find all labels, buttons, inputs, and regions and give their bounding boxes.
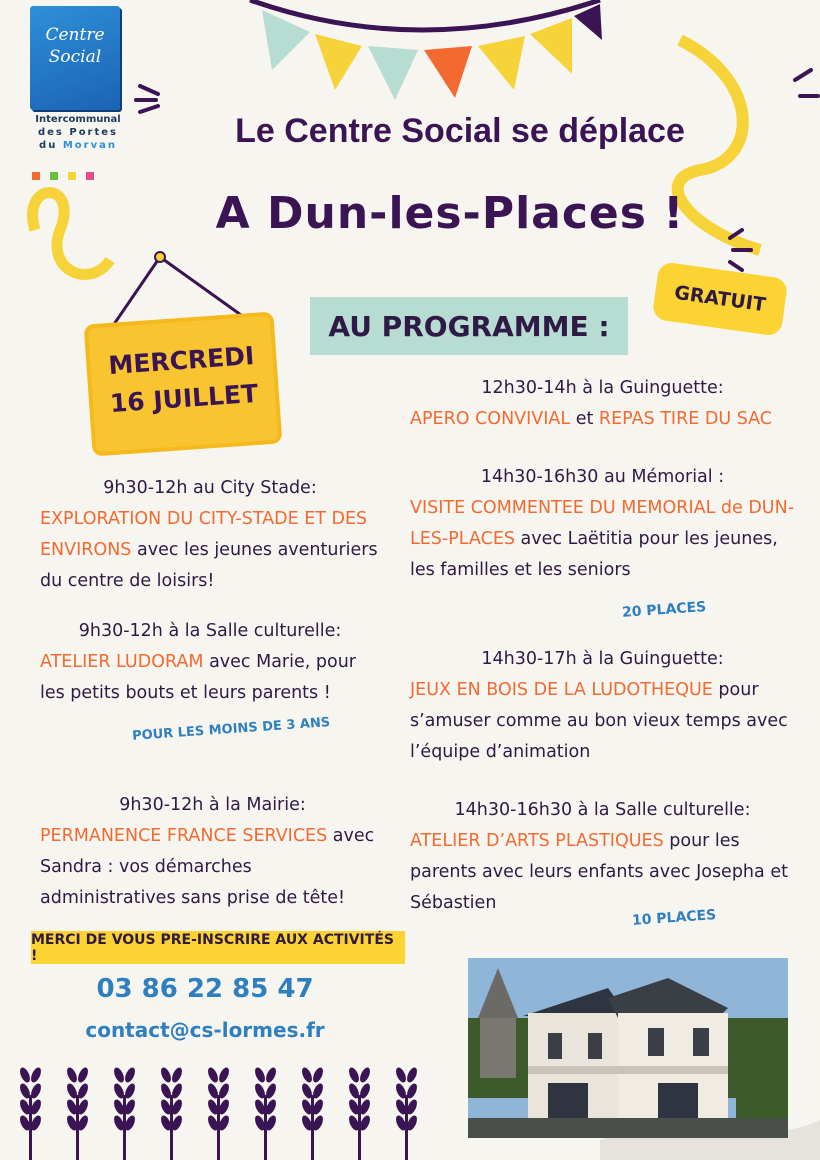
- event-highlight: EXPLORATION DU CITY-STADE ET DES ENVIRONS: [40, 509, 368, 560]
- date-line1: MERCREDI: [107, 341, 256, 381]
- right-event-4: 14h30-16h30 à la Salle culturelle: ATELIER D’ARTS PLASTIQUES pour les parents avec leurs enfants avec Josepha et Sébastien: [410, 795, 795, 919]
- event-time: 12h30-14h à la Guinguette:: [481, 378, 724, 398]
- left-event-1: [40, 473, 380, 597]
- inscription-banner: MERCI DE VOUS PRE-INSCRIRE AUX ACTIVITÉS !: [31, 931, 405, 964]
- event-time: 9h30-12h à la Salle culturelle:: [78, 621, 342, 641]
- logo-sub2: des Portes: [37, 127, 119, 138]
- building-photo: [468, 958, 788, 1138]
- programme-label: AU PROGRAMME :: [310, 297, 628, 355]
- left-event-2: [40, 616, 380, 709]
- logo-color-dots: [32, 172, 94, 180]
- event-time: 14h30-17h à la Guinguette:: [481, 649, 724, 669]
- event-time: 9h30-12h au City Stade:: [103, 478, 317, 498]
- logo-line2: Social: [48, 47, 102, 67]
- logo-line1: Centre: [45, 25, 105, 45]
- page-title-line2: A Dun-les-Places !: [215, 188, 685, 239]
- date-line2: 16 JUILLET: [108, 378, 260, 419]
- age-note: POUR LES MOINS DE 3 ANS: [131, 715, 331, 744]
- page-title-line1: Le Centre Social se déplace: [235, 112, 685, 150]
- wheat-decoration: [14, 1065, 434, 1160]
- event-time: 14h30-16h30 au Mémorial :: [480, 467, 725, 487]
- places-note-10: 10 PLACES: [631, 907, 717, 929]
- left-event-3: [40, 790, 385, 914]
- event-time: 14h30-16h30 à la Salle culturelle:: [454, 800, 751, 820]
- right-event-3: 14h30-17h à la Guinguette: JEUX EN BOIS DE LA LUDOTHEQUE pour s’amuser comme au bon vieux temps avec l’équipe d’animation: [410, 644, 795, 768]
- event-highlight: ATELIER LUDORAM: [40, 652, 204, 672]
- logo-sub3: du Morvan: [39, 140, 117, 151]
- event-description: avec Sandra : vos démarches administratives sans prise de tête!: [40, 826, 375, 908]
- gratuit-badge: GRATUIT: [652, 261, 789, 337]
- places-note-20: 20 PLACES: [621, 599, 707, 621]
- right-event-1: 12h30-14h à la Guinguette: APERO CONVIVIAL et REPAS TIRE DU SAC: [410, 373, 795, 435]
- event-highlight: PERMANENCE FRANCE SERVICES: [40, 826, 328, 846]
- email-address[interactable]: contact@cs-lormes.fr: [85, 1018, 325, 1042]
- phone-number[interactable]: 03 86 22 85 47: [96, 974, 314, 1004]
- right-event-2: 14h30-16h30 au Mémorial : VISITE COMMENTEE DU MEMORIAL de DUN-LES-PLACES avec Laëtitia pour les jeunes, les familles et les seniors: [410, 462, 795, 586]
- logo-sub1: Intercommunal: [35, 114, 121, 125]
- event-description: avec Marie, pour les petits bouts et leurs parents !: [40, 652, 356, 703]
- event-time: 9h30-12h à la Mairie:: [119, 795, 306, 815]
- centre-social-logo: [30, 6, 120, 110]
- event-description: avec les jeunes aventuriers du centre de loisirs!: [40, 540, 378, 591]
- date-sign: [84, 312, 283, 457]
